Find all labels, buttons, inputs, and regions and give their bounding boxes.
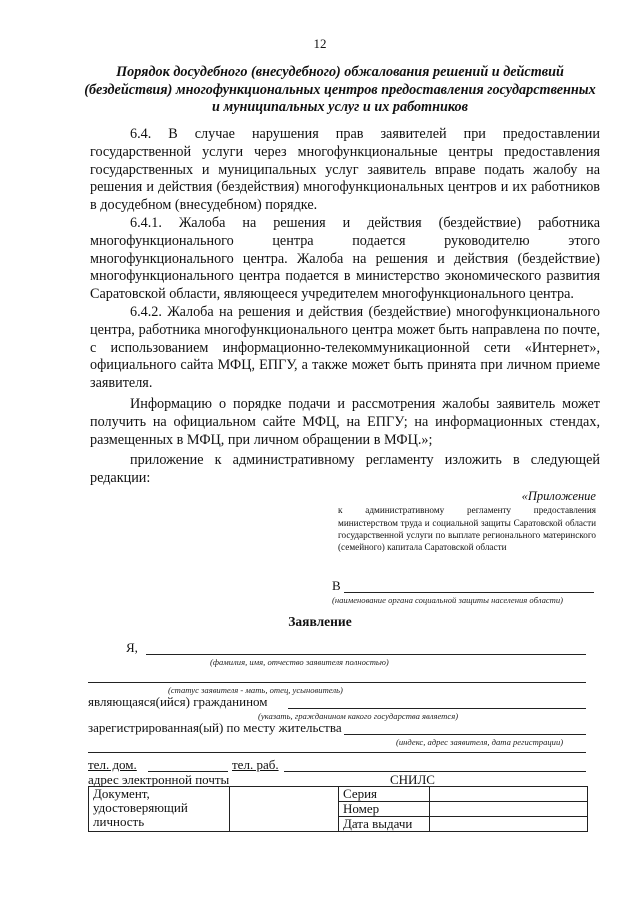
registered-hint: (индекс, адрес заявителя, дата регистрации) bbox=[396, 737, 564, 747]
appendix-text: к административному регламенту предоставления министерством труда и социальной защиты Саратовской области государственной услуги по выплате регионального материнского (семейного) капитала Саратовской области bbox=[338, 505, 596, 553]
work-phone-field-line[interactable] bbox=[284, 771, 586, 772]
paragraph-6-4-1: 6.4.1. Жалоба на решения и действия (бездействие) работника многофункционального центра подается руководителю этого многофункционального центра. Жалоба на решения и действия (бездействие) многофункционального центра подается в министерство экономического развития Саратовской области, являющееся учредителем многофункционального центра. bbox=[90, 214, 600, 303]
page-number: 12 bbox=[313, 36, 327, 51]
name-hint: (фамилия, имя, отчество заявителя полностью) bbox=[210, 657, 389, 667]
doc-label-cell bbox=[89, 787, 230, 832]
doc-label-line-2: удостоверяющий bbox=[93, 800, 188, 815]
status-hint: (статус заявителя - мать, отец, усыновитель) bbox=[168, 685, 343, 695]
doc-number-label: Номер bbox=[339, 802, 430, 817]
paragraph-6-4-2: 6.4.2. Жалоба на решения и действия (бездействие) многофункционального центра, работника многофункционального центра может быть направлена по почте, с использованием информационно-телекоммуникационной сети «Интернет», официального сайта МФЦ, ЕПГУ, а также может быть принята при личном приеме заявителя. bbox=[90, 303, 600, 392]
registered-field-line[interactable] bbox=[344, 734, 586, 735]
email-label: адрес электронной почты bbox=[88, 772, 230, 787]
work-phone-label: тел. раб. bbox=[232, 757, 279, 772]
doc-issue-date-label: Дата выдачи bbox=[339, 817, 430, 832]
registered-label: зарегистрированная(ый) по месту жительства bbox=[88, 720, 342, 735]
doc-issue-date-value[interactable] bbox=[430, 817, 588, 832]
citizen-hint: (указать, гражданином какого государства является) bbox=[258, 711, 459, 721]
doc-series-label: Серия bbox=[339, 787, 430, 802]
form-title: Заявление bbox=[288, 614, 352, 629]
identity-document-table bbox=[88, 786, 588, 832]
paragraph-appendix-intro: приложение к административному регламенту изложить в следующей редакции: bbox=[90, 452, 600, 487]
appendix-block bbox=[338, 490, 596, 553]
paragraph-info: Информацию о порядке подачи и рассмотрения жалобы заявитель может получить на официальном сайте МФЦ, на ЕПГУ; на информационных стендах, размещенных в МФЦ, при личном обращении в МФЦ.»; bbox=[90, 395, 600, 448]
home-phone-label: тел. дом. bbox=[88, 757, 137, 772]
doc-series-value[interactable] bbox=[430, 787, 588, 802]
snils-label: СНИЛС bbox=[390, 772, 435, 787]
paragraph-6-4: 6.4. В случае нарушения прав заявителей при предоставлении государственной услуги через многофункциональные центры предоставления государственных и муниципальных услуг заявитель вправе подать жалобу на решения и действия (бездействия) многофункциональных центров и их работников в досудебном (внесудебном) порядке. bbox=[90, 126, 600, 214]
doc-label-line-3: личность bbox=[93, 814, 145, 829]
registered-field-line-2[interactable] bbox=[88, 752, 586, 753]
citizen-label: являющаяся(ийся) гражданином bbox=[88, 694, 268, 709]
body-text bbox=[90, 126, 600, 488]
to-field-line[interactable] bbox=[344, 592, 594, 593]
section-heading: Порядок досудебного (внесудебного) обжалования решений и действий (бездействия) многофункциональных центров предоставления государственных и муниципальных услуг и их работников bbox=[84, 64, 596, 115]
to-hint: (наименование органа социальной защиты населения области) bbox=[332, 595, 564, 605]
doc-type-cell[interactable] bbox=[230, 787, 339, 832]
status-field-line[interactable] bbox=[88, 682, 586, 683]
doc-label-line-1: Документ, bbox=[93, 786, 150, 801]
to-label: В bbox=[332, 578, 341, 593]
i-label: Я, bbox=[126, 640, 138, 655]
appendix-title: «Приложение bbox=[521, 489, 596, 503]
doc-number-value[interactable] bbox=[430, 802, 588, 817]
citizen-field-line[interactable] bbox=[288, 708, 586, 709]
name-field-line[interactable] bbox=[146, 654, 586, 655]
